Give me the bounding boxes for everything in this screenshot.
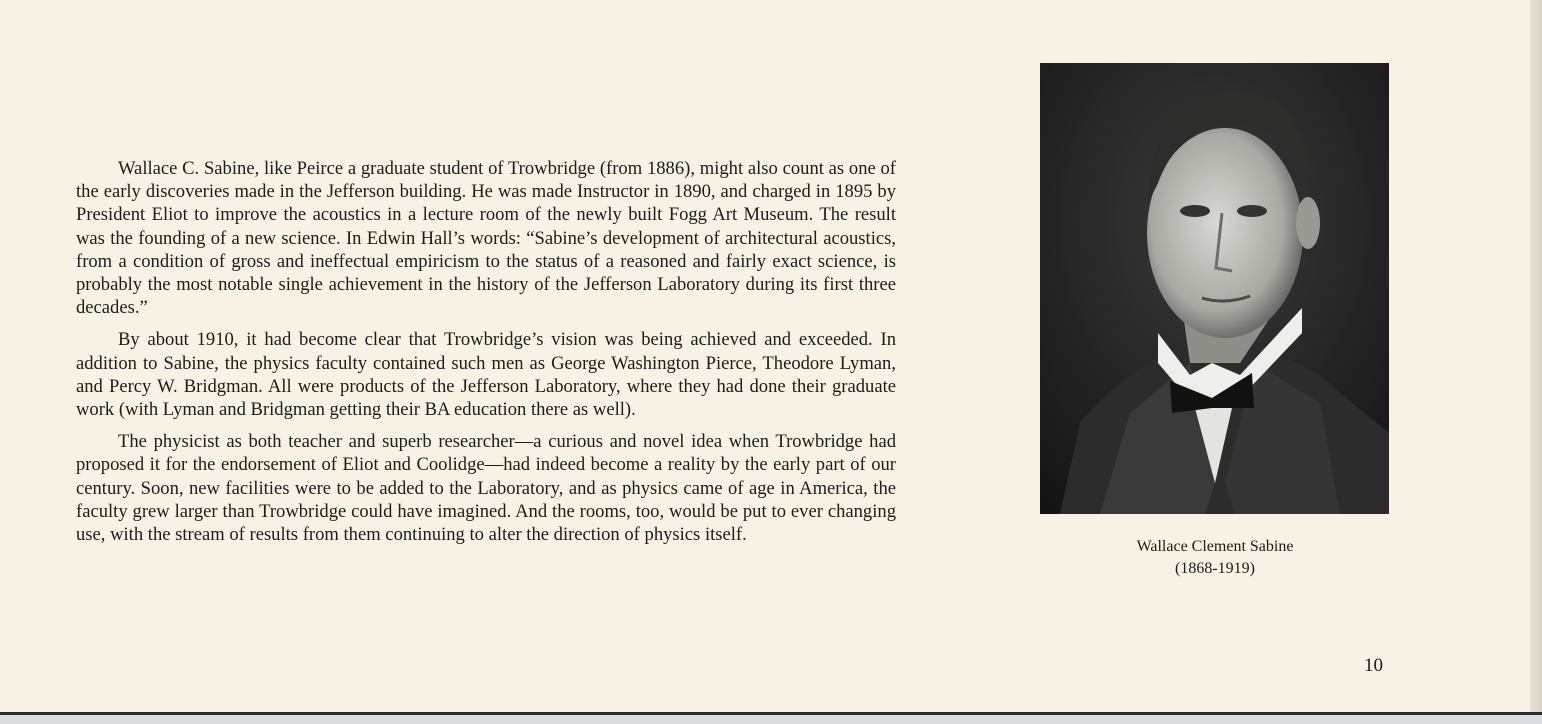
paragraph: By about 1910, it had become clear that Trowbridge’s vision was being achieved and exceeded. In addition to Sabine, the physics faculty contained such men as George Washington Pierce, Theodore Lyman, and Percy W. Bridgman. All were products of the Jefferson Laboratory, where they had done their graduate work (with Lyman and Bridgman getting their BA education there as well). <box>76 329 896 421</box>
paragraph: The physicist as both teacher and superb researcher—a curious and novel idea when Trowbridge had proposed it for the endorsement of Eliot and Coolidge—had indeed become a reality by the early part of our century. Soon, new facilities were to be added to the Laboratory, and as physics came of age in America, the faculty grew larger than Trowbridge could have imagined. And the rooms, too, would be put to ever changing use, with the stream of results from them continuing to alter the direction of physics itself. <box>76 431 896 546</box>
scanner-bottom-edge <box>0 712 1542 724</box>
caption-name: Wallace Clement Sabine <box>1136 538 1294 555</box>
caption-dates: (1868-1919) <box>1175 560 1255 577</box>
paragraph: Wallace C. Sabine, like Peirce a graduate student of Trowbridge (from 1886), might also count as one of the early discoveries made in the Jefferson building. He was made Instructor in 1890, and charged in 1895 by President Eliot to improve the acoustics in a lecture room of the newly built Fogg Art Museum. The result was the founding of a new science. In Edwin Hall’s words: “Sabine’s development of architectural acoustics, from a condition of gross and ineffectual empiricism to the status of a reasoned and fairly exact science, is probably the most notable single achievement in the history of the Jefferson Laboratory during its first three decades.” <box>76 158 896 319</box>
portrait-illustration <box>1040 63 1389 514</box>
body-text <box>76 157 896 555</box>
page-edge <box>1530 0 1542 712</box>
figure-caption <box>1060 536 1370 580</box>
page-number: 10 <box>1364 655 1383 676</box>
portrait-photo <box>1040 63 1389 514</box>
